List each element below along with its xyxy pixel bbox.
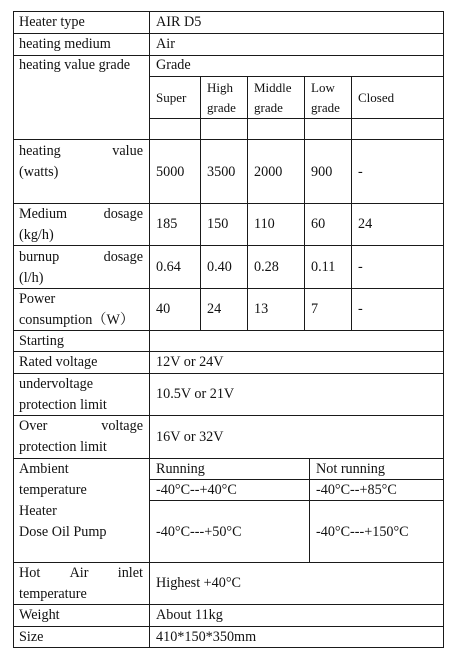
heater-type-value: AIR D5 — [156, 14, 202, 30]
heating-medium-label: heating medium — [19, 36, 111, 52]
row-divider — [13, 33, 444, 34]
burnup-dosage-super: 0.64 — [156, 259, 181, 275]
heating-value-super: 5000 — [156, 164, 185, 180]
row-divider — [13, 245, 444, 246]
burnup-dosage-label-word-1: burnup — [19, 249, 60, 265]
table-border-left — [13, 11, 14, 648]
medium-dosage-label — [19, 207, 143, 221]
row-divider — [13, 458, 444, 459]
heating-value-high: 3500 — [207, 164, 236, 180]
grade-column-divider — [351, 76, 352, 331]
row-divider — [149, 118, 444, 119]
row-divider — [13, 330, 444, 331]
medium-dosage-middle: 110 — [254, 216, 275, 232]
row-divider — [13, 373, 444, 374]
starting-label: Starting — [19, 333, 64, 349]
heating-value-label-word-1: heating — [19, 143, 61, 159]
table-border-bottom — [13, 647, 444, 648]
rated-voltage-value: 12V or 24V — [156, 354, 224, 370]
heating-value-middle: 2000 — [254, 164, 283, 180]
grade-high-suffix: grade — [207, 100, 236, 115]
medium-dosage-super: 185 — [156, 216, 178, 232]
heater-dose-oil-pump-label: Heater — [19, 503, 57, 519]
grade-low-suffix: grade — [311, 100, 340, 115]
ambient-temperature-label: Ambient — [19, 461, 69, 477]
grade-column-divider — [200, 76, 201, 331]
hot-air-inlet-label-word-2: Air — [69, 565, 89, 581]
ambient-not-running-value: -40°C--+85°C — [316, 482, 397, 498]
power-consumption-high: 24 — [207, 301, 222, 317]
undervoltage-value: 10.5V or 21V — [156, 386, 235, 402]
table-border-right — [443, 11, 444, 648]
weight-value: About 11kg — [156, 607, 223, 623]
label-column-divider — [149, 11, 150, 648]
overvoltage-value: 16V or 32V — [156, 429, 224, 445]
heating-value-unit: (watts) — [19, 164, 59, 180]
overvoltage-label-word-2: voltage — [101, 418, 143, 434]
power-consumption-unit: consumption（W） — [19, 312, 135, 328]
row-divider — [13, 562, 444, 563]
row-divider — [13, 626, 444, 627]
running-header: Running — [156, 461, 205, 477]
grade-closed: Closed — [358, 90, 395, 105]
not-running-header: Not running — [316, 461, 385, 477]
power-consumption-middle: 13 — [254, 301, 269, 317]
row-divider — [149, 479, 444, 480]
power-consumption-label: Power — [19, 291, 56, 307]
heating-value-label — [19, 144, 143, 158]
burnup-dosage-low: 0.11 — [311, 259, 336, 275]
row-divider — [13, 139, 444, 140]
hot-air-inlet-label — [19, 566, 143, 580]
hot-air-inlet-label-word-1: Hot — [19, 565, 41, 581]
grade-middle: Middle — [254, 80, 292, 95]
row-divider — [13, 351, 444, 352]
row-divider — [13, 415, 444, 416]
size-label: Size — [19, 629, 44, 645]
burnup-dosage-label — [19, 250, 143, 264]
grade-low: Low — [311, 80, 335, 95]
weight-label: Weight — [19, 607, 60, 623]
grade-header: Grade — [156, 57, 191, 73]
grade-column-divider — [247, 76, 248, 331]
heating-value-low: 900 — [311, 164, 333, 180]
undervoltage-label: undervoltage — [19, 376, 94, 392]
row-divider — [149, 500, 444, 501]
overvoltage-label-word-1: Over — [19, 418, 48, 434]
overvoltage-label — [19, 419, 143, 433]
burnup-dosage-unit: (l/h) — [19, 270, 44, 286]
running-column-divider — [309, 458, 310, 563]
ambient-running-value: -40°C--+40°C — [156, 482, 237, 498]
undervoltage-label-line-2: protection limit — [19, 397, 107, 413]
heating-value-label-word-2: value — [112, 143, 143, 159]
rated-voltage-label: Rated voltage — [19, 354, 98, 370]
row-divider — [13, 203, 444, 204]
table-border-top — [13, 11, 444, 12]
oil-pump-running-value: -40°C---+50°C — [156, 524, 242, 540]
power-consumption-low: 7 — [311, 301, 319, 317]
row-divider — [149, 76, 444, 77]
hot-air-inlet-label-line-2: temperature — [19, 586, 87, 602]
ambient-temperature-label-line-2: temperature — [19, 482, 87, 498]
power-consumption-closed: - — [358, 301, 363, 317]
overvoltage-label-line-2: protection limit — [19, 439, 107, 455]
hot-air-inlet-value: Highest +40°C — [156, 575, 242, 591]
oil-pump-not-running-value: -40°C---+150°C — [316, 524, 409, 540]
burnup-dosage-label-word-2: dosage — [103, 249, 143, 265]
grade-middle-suffix: grade — [254, 100, 283, 115]
medium-dosage-label-word-1: Medium — [19, 206, 68, 222]
burnup-dosage-middle: 0.28 — [254, 259, 279, 275]
heater-type-label: Heater type — [19, 14, 85, 30]
heating-value-grade-label: heating value grade — [19, 57, 131, 73]
size-value: 410*150*350mm — [156, 629, 257, 645]
medium-dosage-unit: (kg/h) — [19, 227, 54, 243]
power-consumption-super: 40 — [156, 301, 171, 317]
medium-dosage-low: 60 — [311, 216, 326, 232]
heating-value-closed: - — [358, 164, 363, 180]
medium-dosage-closed: 24 — [358, 216, 373, 232]
heating-medium-value: Air — [156, 36, 175, 52]
grade-super: Super — [156, 90, 187, 105]
row-divider — [13, 55, 444, 56]
medium-dosage-label-word-2: dosage — [103, 206, 143, 222]
heater-dose-oil-pump-label-line-2: Dose Oil Pump — [19, 524, 107, 540]
grade-column-divider — [304, 76, 305, 331]
burnup-dosage-high: 0.40 — [207, 259, 232, 275]
medium-dosage-high: 150 — [207, 216, 229, 232]
hot-air-inlet-label-word-3: inlet — [117, 565, 143, 581]
row-divider — [13, 288, 444, 289]
row-divider — [13, 604, 444, 605]
grade-high: High — [207, 80, 233, 95]
burnup-dosage-closed: - — [358, 259, 363, 275]
